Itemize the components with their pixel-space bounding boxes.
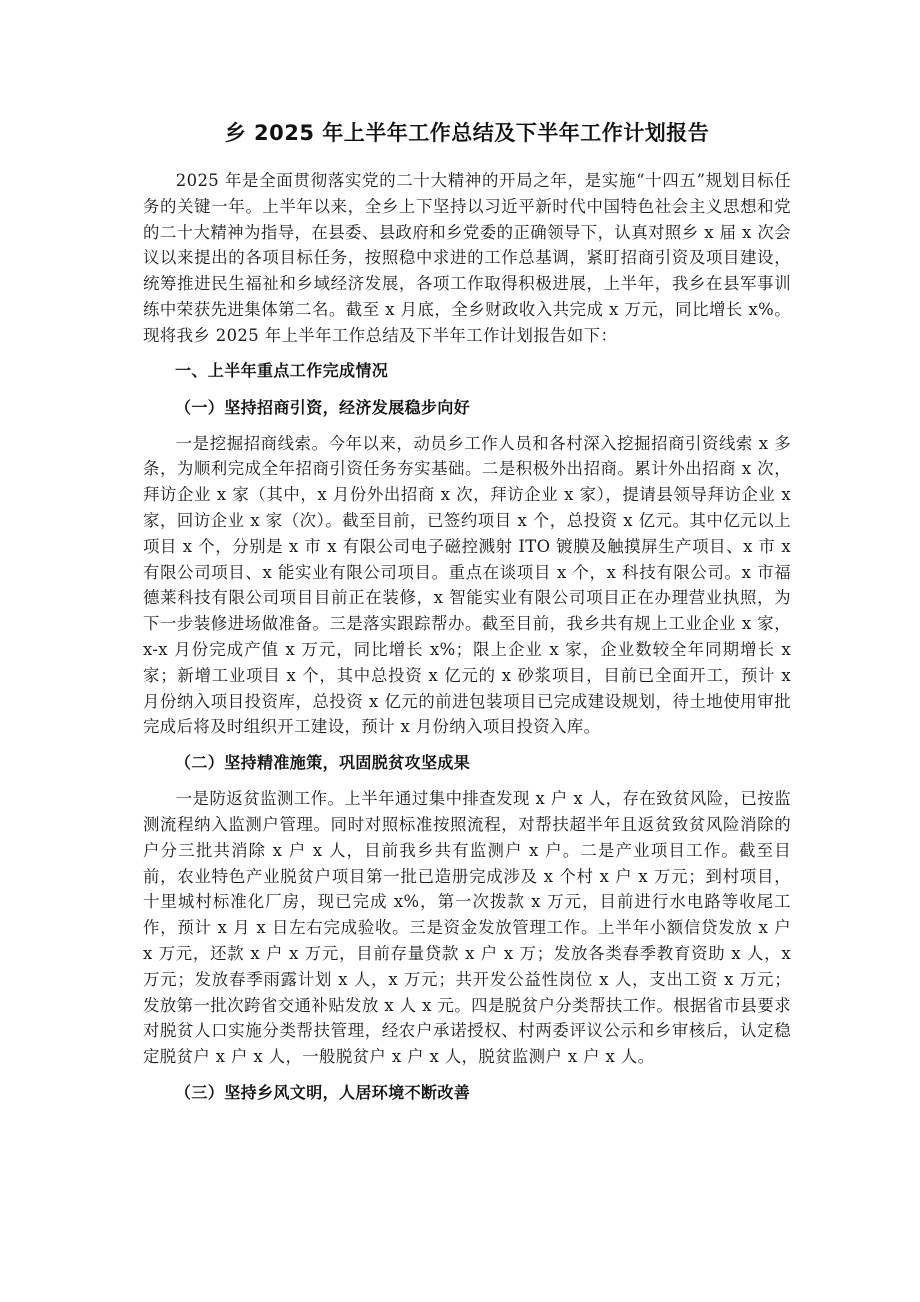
subsection-heading-2: （二）坚持精准施策，巩固脱贫攻坚成果 <box>175 753 471 773</box>
subsection-2-body: 一是防返贫监测工作。上半年通过集中排查发现 x 户 x 人，存在致贫风险，已按监测流程纳入监测户管理。同时对照标准按照流程，对帮扶超半年且返贫致贫风险消除的户分三批共消除 x 户 x 人，目前我乡共有监测户 x 户。二是产业项目工作。截至目前，农业特色产业脱贫户项目第一批已造册完成涉及 x 个村 x 户 x 万元；到村项目，十里城村标准化厂房，现已完成 x%，第一次拨款 x 万元，目前进行水电路等收尾工作，预计 x 月 x 日左右完成验收。三是资金发放管理工作。上半年小额信贷发放 x 户 x 万元，还款 x 户 x 万元，目前存量贷款 x 户 x 万；发放各类春季教育资助 x 人，x 万元；发放春季雨露计划 x 人，x 万元；共开发公益性岗位 x 人，支出工资 x 万元；发放第一批次跨省交通补贴发放 x 人 x 元。四是脱贫户分类帮扶工作。根据省市县要求对脱贫人口实施分类帮扶管理，经农户承诺授权、村两委评议公示和乡审核后，认定稳定脱贫户 x 户 x 人，一般脱贫户 x 户 x 人，脱贫监测户 x 户 x 人。 <box>143 789 791 1067</box>
subsection-1-body: 一是挖掘招商线索。今年以来，动员乡工作人员和各村深入挖掘招商引资线索 x 多条，为顺利完成全年招商引资任务夯实基础。二是积极外出招商。累计外出招商 x 次，拜访企业 x 家（其中，x 月份外出招商 x 次，拜访企业 x 家），提请县领导拜访企业 x 家，回访企业 x 家（次）。截至目前，已签约项目 x 个，总投资 x 亿元。其中亿元以上项目 x 个，分别是 x 市 x 有限公司电子磁控溅射 ITO 镀膜及触摸屏生产项目、x 市 x 有限公司项目、x 能实业有限公司项目。重点在谈项目 x 个，x 科技有限公司。x 市福德莱科技有限公司项目目前正在装修，x 智能实业有限公司项目正在办理营业执照，为下一步装修进场做准备。三是落实跟踪帮办。截至目前，我乡共有规上工业企业 x 家，x-x 月份完成产值 x 万元，同比增长 x%；限上企业 x 家，企业数较全年同期增长 x 家；新增工业项目 x 个，其中总投资 x 亿元的 x 砂浆项目，目前已全面开工，预计 x 月份纳入项目投资库，总投资 x 亿元的前进包装项目已完成建设规划，待土地使用审批完成后将及时组织开工建设，预计 x 月份纳入项目投资入库。 <box>143 433 791 737</box>
document-title: 乡 2025 年上半年工作总结及下半年工作计划报告 <box>224 121 710 145</box>
subsection-heading-1: （一）坚持招商引资，经济发展稳步向好 <box>175 397 471 417</box>
subsection-heading-3: （三）坚持乡风文明，人居环境不断改善 <box>175 1082 471 1102</box>
section-heading-1: 一、上半年重点工作完成情况 <box>175 360 389 380</box>
intro-paragraph: 2025 年是全面贯彻落实党的二十大精神的开局之年，是实施“十四五”规划目标任务的关键一年。上半年以来，全乡上下坚持以习近平新时代中国特色社会主义思想和党的二十大精神为指导，在县委、县政府和乡党委的正确领导下，认真对照乡 x 届 x 次会议以来提出的各项目标任务，按照稳中求进的工作总基调，紧盯招商引资及项目建设，统筹推进民生福祉和乡域经济发展，各项工作取得积极进展，上半年，我乡在县军事训练中荣获先进集体第二名。截至 x 月底，全乡财政收入共完成 x 万元，同比增长 x%。现将我乡 2025 年上半年工作总结及下半年工作计划报告如下： <box>143 171 791 345</box>
document-page <box>143 118 791 1116</box>
